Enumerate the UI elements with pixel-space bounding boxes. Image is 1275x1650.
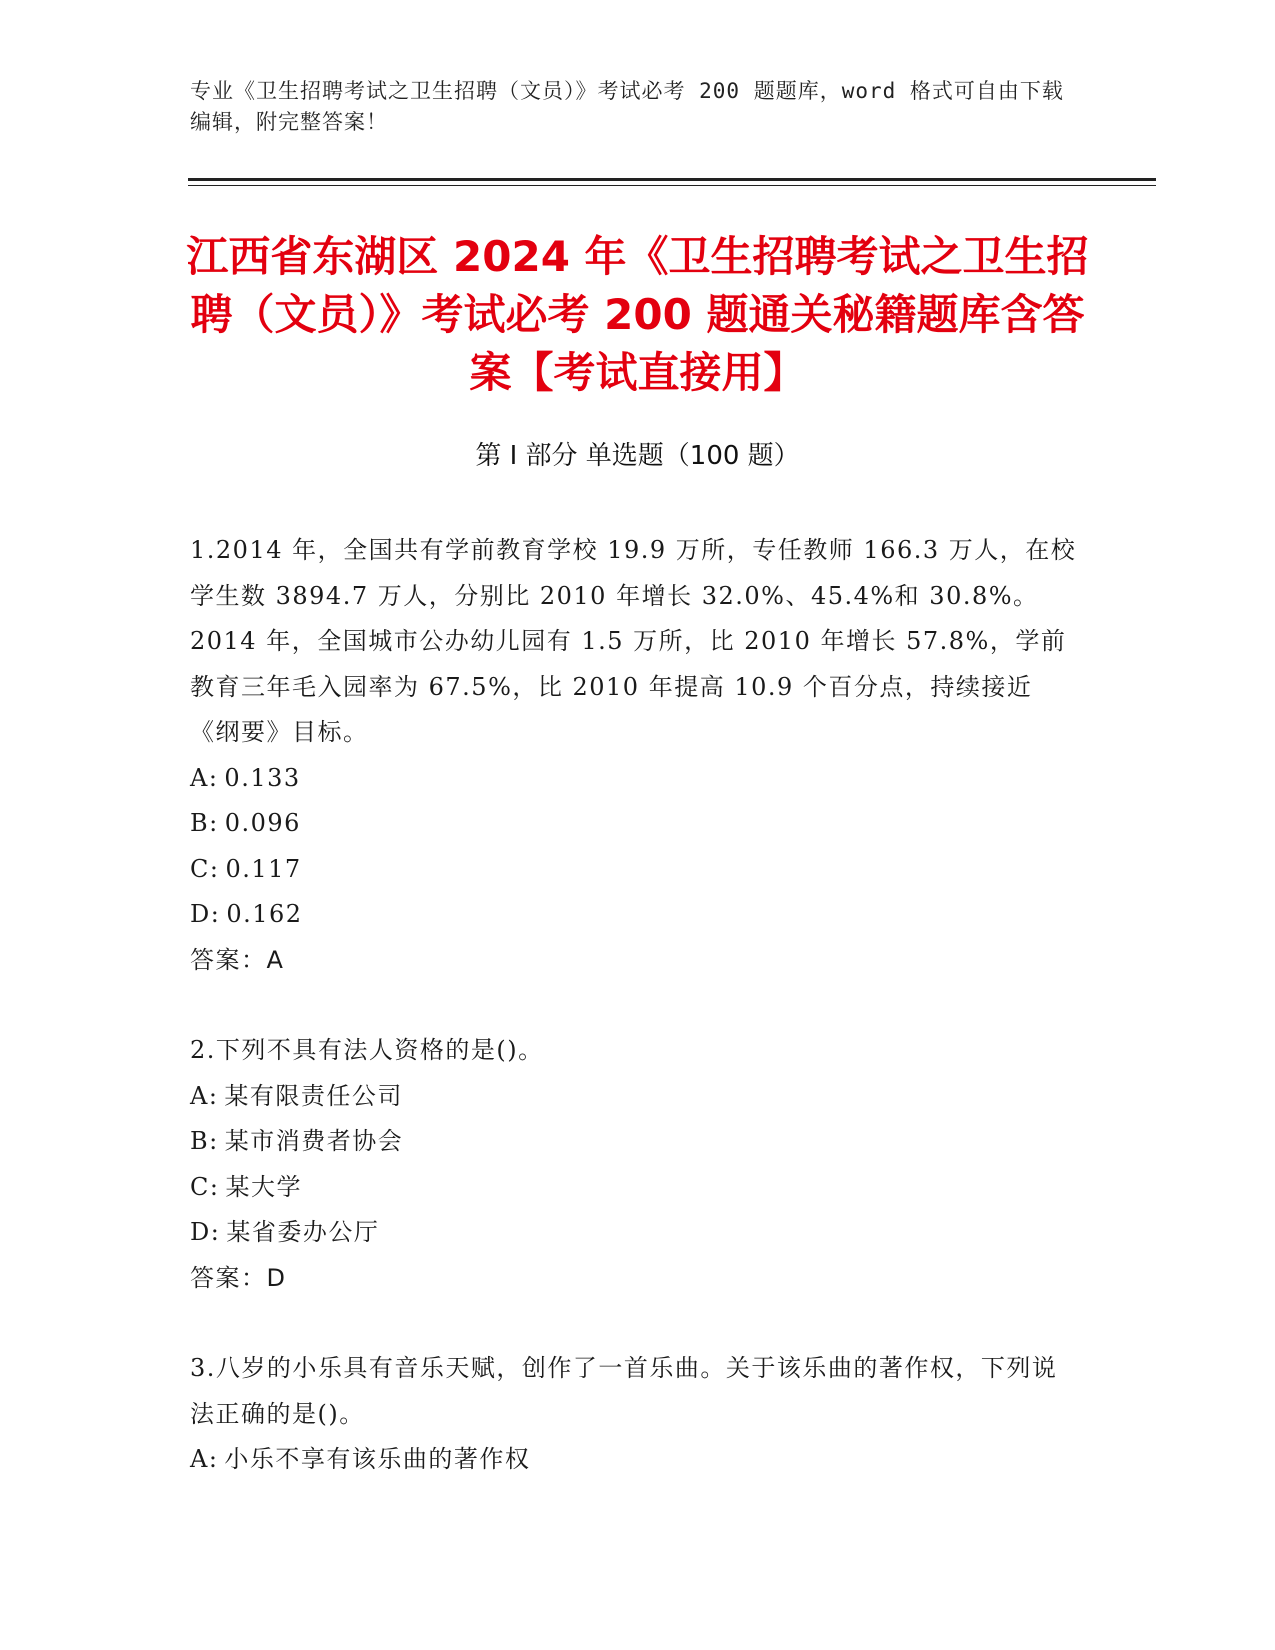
- option-a: [190, 756, 1080, 802]
- option-a: [190, 1074, 1080, 1120]
- option-a: [190, 1437, 1080, 1483]
- option-b: [190, 1119, 1080, 1165]
- question-stem: 2.下列不具有法人资格的是()。: [190, 1036, 544, 1064]
- option-c: [190, 847, 1080, 893]
- question-spacer: [190, 1301, 1080, 1346]
- answer: 答案：A: [190, 945, 285, 974]
- option-c: [190, 1165, 1080, 1211]
- option-letter: C:: [190, 1172, 220, 1201]
- option-letter: D:: [190, 900, 221, 928]
- header-divider-thick: [188, 178, 1156, 181]
- option-letter: B:: [190, 1127, 219, 1155]
- option-letter: A:: [190, 1081, 219, 1110]
- option-d: [190, 892, 1080, 938]
- option-text: 0.117: [225, 854, 302, 883]
- option-text: 小乐不享有该乐曲的著作权: [224, 1445, 531, 1473]
- question-1: [190, 528, 1080, 983]
- option-letter: A:: [190, 1445, 219, 1473]
- option-text: 某有限责任公司: [224, 1081, 403, 1110]
- question-stem: 1.2014 年，全国共有学前教育学校 19.9 万所，专任教师 166.3 万人，在校学生数 3894.7 万人，分别比 2010 年增长 32.0%、45.4%和 30.8%。2014 年，全国城市公办幼儿园有 1.5 万所，比 2010 年增长 57.8%，学前教育三年毛入园率为 67.5%，比 2010 年提高 10.9 个百分点，持续接近《纲要》目标。: [190, 536, 1077, 746]
- option-text: 0.096: [224, 809, 301, 837]
- question-3: [190, 1346, 1080, 1483]
- section-title: 第 I 部分 单选题（100 题）: [475, 441, 800, 471]
- option-text: 某省委办公厅: [226, 1218, 380, 1246]
- question-stem: 3.八岁的小乐具有音乐天赋，创作了一首乐曲。关于该乐曲的著作权，下列说法正确的是()。: [190, 1354, 1058, 1428]
- option-text: 某大学: [225, 1172, 302, 1201]
- option-letter: C:: [190, 854, 220, 883]
- header-note: 专业《卫生招聘考试之卫生招聘（文员）》考试必考 200 题题库，word 格式可自由下载编辑，附完整答案！: [190, 79, 1064, 134]
- option-letter: B:: [190, 809, 219, 837]
- question-2: [190, 1028, 1080, 1301]
- option-d: [190, 1210, 1080, 1256]
- option-text: 0.133: [224, 763, 301, 792]
- option-letter: A:: [190, 763, 219, 792]
- option-b: [190, 801, 1080, 847]
- option-text: 0.162: [226, 900, 303, 928]
- question-list: [190, 528, 1080, 1483]
- header-divider-thin: [188, 185, 1156, 186]
- option-letter: D:: [190, 1218, 221, 1246]
- document-title: 江西省东湖区 2024 年《卫生招聘考试之卫生招聘（文员）》考试必考 200 题通关秘籍题库含答案【考试直接用】: [186, 232, 1089, 397]
- option-text: 某市消费者协会: [224, 1127, 404, 1155]
- answer: 答案：D: [190, 1263, 287, 1292]
- question-spacer: [190, 983, 1080, 1028]
